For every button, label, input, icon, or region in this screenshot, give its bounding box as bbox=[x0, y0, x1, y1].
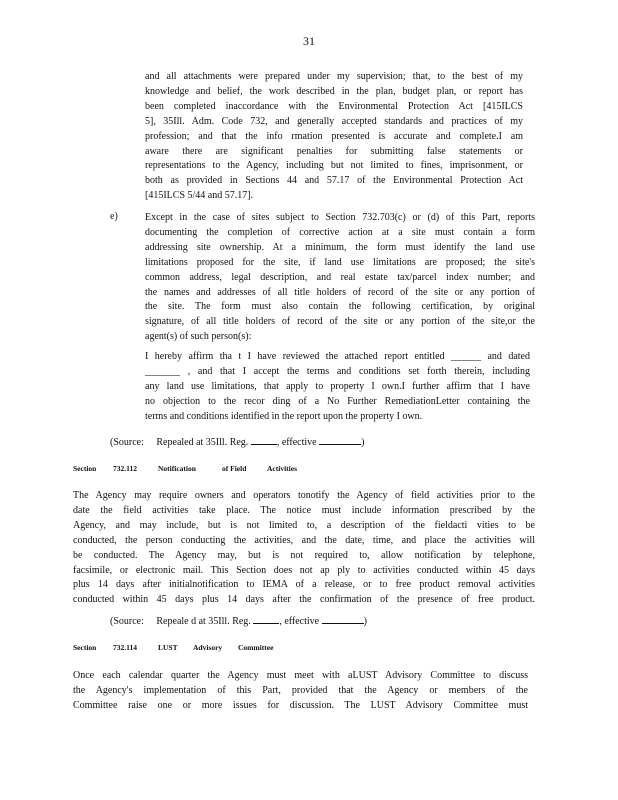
text-line: both as provided in Sections 44 and 57.17 of the Environmental Protection Act bbox=[145, 175, 523, 187]
source-repealed: Repealed at 35Ill. Reg. bbox=[156, 437, 249, 448]
source-note bbox=[110, 614, 367, 627]
text-line: 5], 35Ill. Adm. Code 732, and generally accepted standards and practices of my bbox=[145, 115, 523, 127]
reg-blank bbox=[253, 614, 279, 624]
source-open: (Source: bbox=[110, 437, 144, 448]
section-112-body bbox=[73, 489, 535, 608]
text-line: aware there are significant penalties for submitting false statements or bbox=[145, 145, 523, 157]
source-repealed: Repeale d at 35Ill. Reg. bbox=[156, 616, 251, 627]
text-line: conducted within 45 days plus 14 days after the confirmation of the presence of free product. bbox=[73, 594, 535, 606]
text-line: plus 14 days after initialnotification to IEMA of a release, or to free product removal activities bbox=[73, 579, 535, 591]
text-line: the Agency's implementation of this Part, provided that the Agency or members of the bbox=[73, 684, 528, 696]
text-line: common address, legal description, and real estate tax/parcel index number; and bbox=[145, 271, 535, 283]
text-line: limitations proposed for the site, if land use limitations are proposed; the site's bbox=[145, 256, 535, 268]
text-line: addressing site ownership. At a minimum, the form must identify the land use bbox=[145, 241, 535, 253]
text-line: knowledge and belief, the work described in the plan, budget plan, or report has bbox=[145, 85, 523, 97]
text-line: be conducted. The Agency may, but is not required to, allow notification by telephone, bbox=[73, 549, 535, 561]
section-title-part: Committee bbox=[238, 643, 274, 652]
section-number: 732.114 bbox=[113, 643, 137, 652]
text-line: conducted, the person conducting the activities, and the date, time, and place the activities will bbox=[73, 534, 535, 546]
text-line: Committee raise one or more issues for discussion. The LUST Advisory Committee must bbox=[73, 699, 528, 711]
text-line: [415ILCS 5/44 and 57.17]. bbox=[145, 190, 254, 202]
text-line: The Agency may require owners and operators tonotify the Agency of field activities prior to the bbox=[73, 490, 535, 501]
source-close: ) bbox=[363, 616, 367, 627]
section-title-part: of Field bbox=[222, 464, 247, 473]
section-heading bbox=[73, 643, 273, 652]
section-title-part: LUST bbox=[158, 643, 178, 652]
page-number: 31 bbox=[303, 34, 315, 48]
text-line: facsimile, or electronic mail. This Section does not ap ply to activities conducted within 45 days bbox=[73, 564, 535, 576]
section-title-part: Advisory bbox=[193, 643, 223, 652]
text-line: profession; and that the info rmation presented is accurate and complete.I am bbox=[145, 130, 523, 142]
text-line: been completed inaccordance with the Environmental Protection Act [415ILCS bbox=[145, 100, 523, 112]
text-line: no objection to the recor ding of a No Further RemediationLetter containing the bbox=[145, 395, 530, 407]
date-blank bbox=[322, 614, 364, 624]
text-line: and all attachments were prepared under my supervision; that, to the best of my bbox=[145, 71, 523, 82]
reg-blank bbox=[251, 435, 277, 445]
text-line: Agency, and may include, but is not limited to, a description of the fieldacti vities to be bbox=[73, 519, 535, 531]
text-line: Once each calendar quarter the Agency must meet with aLUST Advisory Committee to discuss bbox=[73, 670, 528, 681]
source-note bbox=[110, 435, 364, 448]
affirmation-paragraph bbox=[145, 350, 530, 425]
text-line: _______ , and that I accept the terms and conditions set forth therein, including bbox=[145, 365, 530, 377]
section-number: 732.112 bbox=[113, 464, 137, 473]
section-heading bbox=[73, 464, 297, 473]
source-effective: , effective bbox=[279, 616, 320, 627]
text-line: documenting the completion of corrective action at a site must contain a form bbox=[145, 226, 535, 238]
source-open: (Source: bbox=[110, 616, 144, 627]
section-title-part: Notification bbox=[158, 464, 196, 473]
source-close: ) bbox=[361, 437, 365, 448]
item-e-label: e) bbox=[110, 211, 118, 222]
item-e-paragraph bbox=[145, 211, 535, 345]
source-effective: , effective bbox=[276, 437, 317, 448]
section-114-body bbox=[73, 669, 528, 714]
text-line: agent(s) of such person(s): bbox=[145, 331, 252, 343]
section-title-part: Activities bbox=[267, 464, 297, 473]
text-line: representations to the Agency, including but not limited to fines, imprisonment, or bbox=[145, 160, 523, 172]
text-line: the site. The form must also contain the following certification, by original bbox=[145, 301, 535, 313]
text-line: terms and conditions identified in the report upon the property I own. bbox=[145, 410, 423, 422]
text-line: I hereby affirm tha t I have reviewed the attached report entitled ______ and dated bbox=[145, 351, 530, 362]
date-blank bbox=[319, 435, 361, 445]
text-line: the names and addresses of all title holders of record of the site or any portion of bbox=[145, 286, 535, 298]
text-line: Except in the case of sites subject to Section 732.703(c) or (d) of this Part, reports bbox=[145, 212, 535, 223]
certification-continuation bbox=[145, 70, 523, 204]
text-line: any land use limitations, that apply to property I own.I further affirm that I have bbox=[145, 380, 530, 392]
section-word: Section bbox=[73, 643, 97, 652]
text-line: date the field activities take place. The notice must include information prescribed by the bbox=[73, 504, 535, 516]
section-word: Section bbox=[73, 464, 97, 473]
text-line: signature, of all title holders of record of the site or any portion of the site,or the bbox=[145, 316, 535, 328]
